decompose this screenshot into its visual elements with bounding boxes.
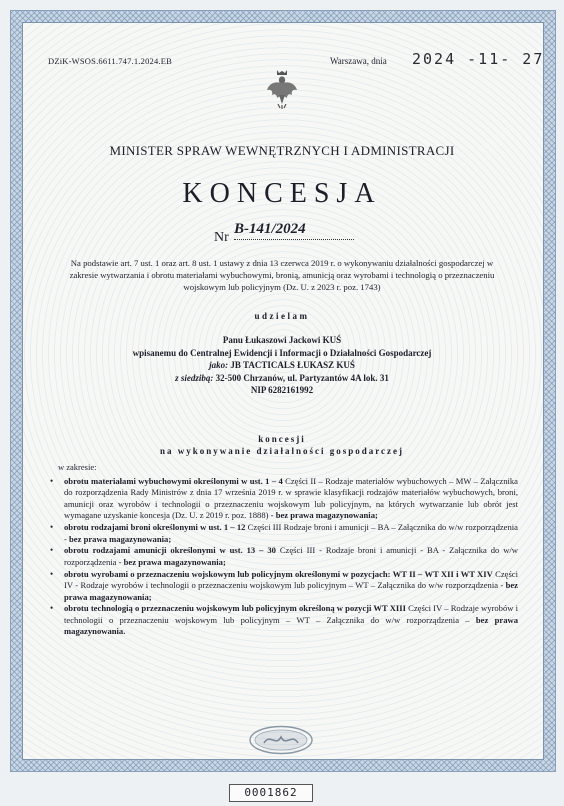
- scope-item-bold: obrotu rodzajami amunicji określonymi w ust. 13 – 30: [64, 545, 276, 556]
- as-label: jako:: [209, 360, 229, 371]
- list-item: [48, 522, 518, 545]
- recipient-registry: wpisanemu do Centralnej Ewidencji i Informacji o Działalności Gospodarczej: [132, 347, 432, 358]
- scope-item-tail: bez prawa magazynowania.: [64, 614, 519, 637]
- bullet-icon: •: [50, 603, 54, 614]
- place-label: Warszawa, dnia: [330, 56, 387, 66]
- ministry-name: MINISTER SPRAW WEWNĘTRZNYCH I ADMINISTRACJI: [109, 143, 455, 158]
- recipient-nip: NIP 6282161992: [250, 385, 314, 396]
- recipient-company: JB TACTICALS ŁUKASZ KUŚ: [230, 360, 355, 371]
- recipient-company-line: [40, 359, 524, 372]
- scope-item-text: Części IV - Rodzaje wyrobów i technologii o przeznaczeniu wojskowym lub policyjnym – WT – Załącznika do w/w rozporządzenia -: [64, 568, 518, 591]
- scope-item-bold: obrotu technologią o przeznaczeniu wojskowym lub policyjnym określoną w pozycji WT XIII: [64, 603, 406, 614]
- scope-item-text: Części III - Rodzaje broni i amunicji - BA - Załącznika do w/w rozporządzenia -: [64, 545, 518, 567]
- legal-basis-paragraph: Na podstawie art. 7 ust. 1 oraz art. 8 ust. 1 ustawy z dnia 13 czerwca 2019 r. o wykonywaniu działalności gospodarczej w zakresie wytwarzania i obrotu materiałami wybuchowymi, bronią, amunicją oraz wyrobami i technologią o przeznaczeniu wojskowym lub policyjnym (Dz. U. z 2023 r. poz. 1743): [69, 258, 495, 292]
- number-label: Nr: [214, 230, 229, 245]
- concession-line-2: na wykonywanie działalności gospodarczej: [159, 445, 405, 456]
- reference-number: DZiK-WSOS.6611.747.1.2024.EB: [48, 56, 173, 66]
- concession-number: B-141/2024: [234, 221, 354, 240]
- recipient-block: [40, 334, 524, 397]
- polish-eagle-emblem-icon: [266, 68, 298, 110]
- scope-item-tail: bez prawa magazynowania;: [64, 580, 518, 602]
- recipient-address: 32-500 Chrzanów, ul. Partyzantów 4A lok. 31: [215, 372, 389, 383]
- list-item: [48, 603, 518, 637]
- concession-line-1: koncesji: [258, 434, 306, 444]
- scope-item-text: Części IV – Rodzaje wyrobów i technologii o przeznaczeniu wojskowym lub policyjnym – WT – Załącznika do w/w rozporządzenia –: [64, 603, 518, 625]
- scope-item-text: Części II – Rodzaje materiałów wybuchowych – MW – Załącznika do rozporządzenia Rady Ministrów z dnia 17 września 2019 r. w sprawie klasyfikacji rodzajów materiałów wybuchowych, broni, amunicji oraz wyrobów i technologii o przeznaczeniu wojskowym lub policyjnym, na których wytwarzanie lub obrót jest wymagane uzyskanie koncesja (Dz. U. z 2019 r. poz. 1888) -: [64, 476, 518, 521]
- scope-item-bold: obrotu wyrobami o przeznaczeniu wojskowym lub policyjnym określonymi w pozycjach: WT II – WT XII i WT XIV: [64, 568, 493, 579]
- serial-number: 0001862: [229, 784, 313, 802]
- bullet-icon: •: [50, 568, 54, 579]
- list-item: [48, 545, 518, 568]
- pwpw-seal-icon: [248, 725, 314, 755]
- recipient-address-line: [40, 372, 524, 385]
- scope-item-tail: bez prawa magazynowania;: [69, 533, 172, 544]
- recipient-name: Panu Łukaszowi Jackowi KUŚ: [222, 335, 342, 345]
- list-item: [48, 569, 518, 603]
- grant-word: udzielam: [254, 311, 310, 321]
- bullet-icon: •: [50, 476, 54, 486]
- list-item: [48, 476, 518, 522]
- scope-item-bold: obrotu rodzajami broni określonymi w ust. 1 – 12: [64, 522, 246, 533]
- seat-label: z siedzibą:: [175, 372, 214, 383]
- bullet-icon: •: [50, 522, 54, 533]
- document-title: KONCESJA: [182, 178, 382, 209]
- scope-list: [48, 476, 518, 638]
- bullet-icon: •: [50, 545, 54, 556]
- issue-date: 2024 -11- 27: [412, 50, 545, 68]
- scope-item-bold: obrotu materiałami wybuchowymi określonymi w ust. 1 – 4: [64, 476, 283, 486]
- scope-item-text: Części III Rodzaje broni i amunicji – BA – Załącznika do w/w rozporządzenia -: [64, 522, 518, 544]
- scope-item-tail: bez prawa magazynowania;: [275, 510, 378, 521]
- concession-heading: [40, 434, 524, 457]
- scope-item-tail: bez prawa magazynowania;: [123, 556, 226, 567]
- scope-label: w zakresie:: [58, 462, 97, 472]
